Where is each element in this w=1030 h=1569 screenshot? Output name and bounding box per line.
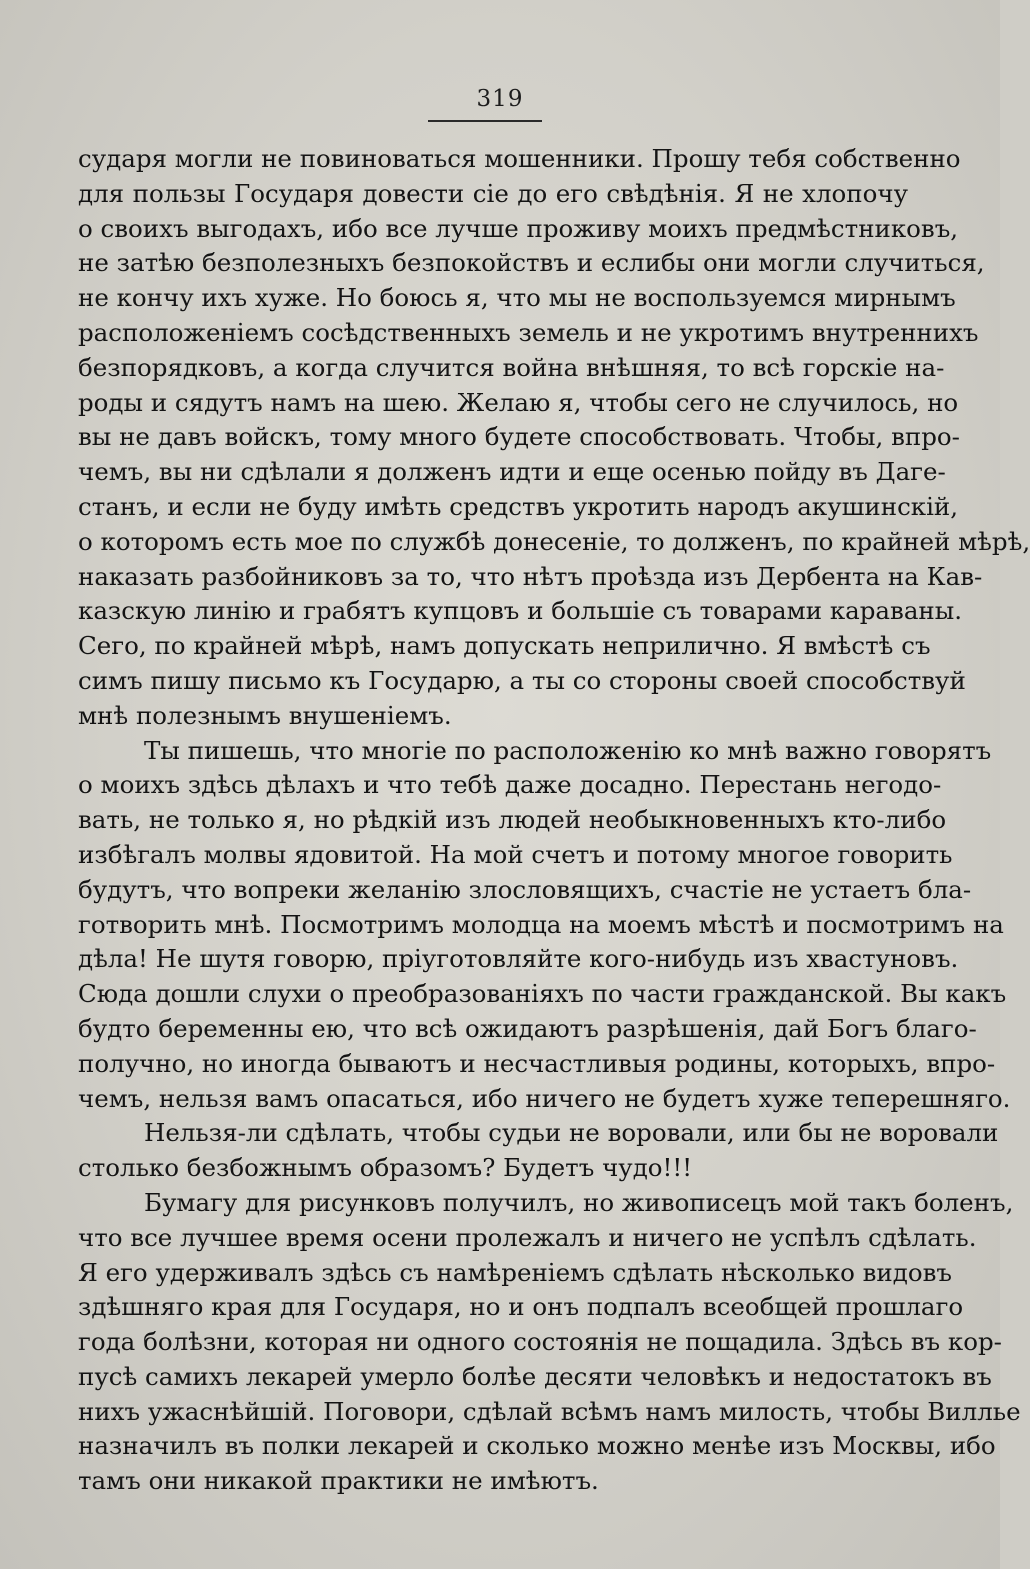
text-line: вы не давъ войскъ, тому много будете способствовать. Чтобы, впро- [78,422,960,452]
paragraph [78,1116,999,1186]
text-line: здѣшняго края для Государя, но и онъ подпалъ всеобщей прошлаго [78,1292,964,1322]
paragraph [78,734,1011,1117]
text-line: избѣгалъ молвы ядовитой. На мой счетъ и потому многое говорить [78,839,953,869]
text-line: столько безбожнымъ образомъ? Будетъ чудо!!! [78,1153,693,1183]
text-line: получно, но иногда бываютъ и несчастливыя родины, которыхъ, впро- [78,1048,996,1078]
text-line: не кончу ихъ хуже. Но боюсь я, что мы не воспользуемся мирнымъ [78,283,956,313]
paragraph [78,1186,1021,1499]
text-line: чемъ, нельзя вамъ опасаться, ибо ничего не будетъ хуже теперешняго. [78,1083,1011,1113]
text-line: готворить мнѣ. Посмотримъ молодца на моемъ мѣстѣ и посмотримъ на [78,909,1004,939]
text-line: будутъ, что вопреки желанію злословящихъ, счастіе не устаетъ бла- [78,874,972,904]
text-line: нихъ ужаснѣйшій. Поговори, сдѣлай всѣмъ намъ милость, чтобы Виллье [78,1396,1021,1426]
text-line: Сего, по крайней мѣрѣ, намъ допускать неприлично. Я вмѣстѣ съ [78,631,931,661]
text-line: о моихъ здѣсь дѣлахъ и что тебѣ даже досадно. Перестань негодо- [78,770,942,800]
text-line: Нельзя-ли сдѣлать, чтобы судьи не воровали, или бы не воровали [144,1118,999,1148]
text-line: назначилъ въ полки лекарей и сколько можно менѣе изъ Москвы, ибо [78,1431,996,1461]
text-line: дѣла! Не шутя говорю, пріуготовляйте кого-нибудь изъ хвастуновъ. [78,944,959,974]
text-line: пусѣ самихъ лекарей умерло болѣе десяти человѣкъ и недостатокъ въ [78,1361,992,1391]
text-line: не затѣю безполезныхъ безпокойствъ и еслибы они могли случиться, [78,248,985,278]
text-line: расположеніемъ сосѣдственныхъ земель и не укротимъ внутреннихъ [78,317,979,347]
text-line: года болѣзни, которая ни одного состоянія не пощадила. Здѣсь въ кор- [78,1327,1002,1357]
text-line: станъ, и если не буду имѣть средствъ укротить народъ акушинскій, [78,491,959,521]
text-line: что все лучшее время осени пролежалъ и ничего не успѣлъ сдѣлать. [78,1222,977,1252]
text-line: роды и сядутъ намъ на шею. Желаю я, чтобы сего не случилось, но [78,387,959,417]
text-line: для пользы Государя довести сіе до его свѣдѣнія. Я не хлопочу [78,178,908,208]
text-line: симъ пишу письмо къ Государю, а ты со стороны своей способствуй [78,665,966,695]
text-line: вать, не только я, но рѣдкій изъ людей необыкновенныхъ кто-либо [78,805,947,835]
page-number: 319 [476,86,524,112]
text-line: Я его удерживалъ здѣсь съ намѣреніемъ сдѣлать нѣсколько видовъ [78,1257,952,1287]
header-rule [428,120,542,122]
body-text [78,142,1030,1499]
text-line: мнѣ полезнымъ внушеніемъ. [78,700,452,730]
text-line: о которомъ есть мое по службѣ донесеніе, то долженъ, по крайней мѣрѣ, [78,526,1030,556]
text-line: Ты пишешь, что многіе по расположенію ко мнѣ важно говорятъ [144,735,992,765]
text-line: тамъ они никакой практики не имѣютъ. [78,1466,599,1496]
text-line: наказать разбойниковъ за то, что нѣтъ проѣзда изъ Дербента на Кав- [78,561,983,591]
text-line: безпорядковъ, а когда случится война внѣшняя, то всѣ горскіе на- [78,352,945,382]
text-line: сударя могли не повиноваться мошенники. Прошу тебя собственно [78,144,961,173]
text-line: Бумагу для рисунковъ получилъ, но живописецъ мой такъ боленъ, [144,1187,1014,1217]
paragraph [78,142,1030,734]
text-line: казскую линію и грабятъ купцовъ и большіе съ товарами караваны. [78,596,963,626]
text-line: о своихъ выгодахъ, ибо все лучше проживу моихъ предмѣстниковъ, [78,213,959,243]
text-line: будто беременны ею, что всѣ ожидаютъ разрѣшенія, дай Богъ благо- [78,1013,977,1043]
text-line: Сюда дошли слухи о преобразованіяхъ по части гражданской. Вы какъ [78,979,1007,1009]
text-line: чемъ, вы ни сдѣлали я долженъ идти и еще осенью пойду въ Даге- [78,457,946,487]
